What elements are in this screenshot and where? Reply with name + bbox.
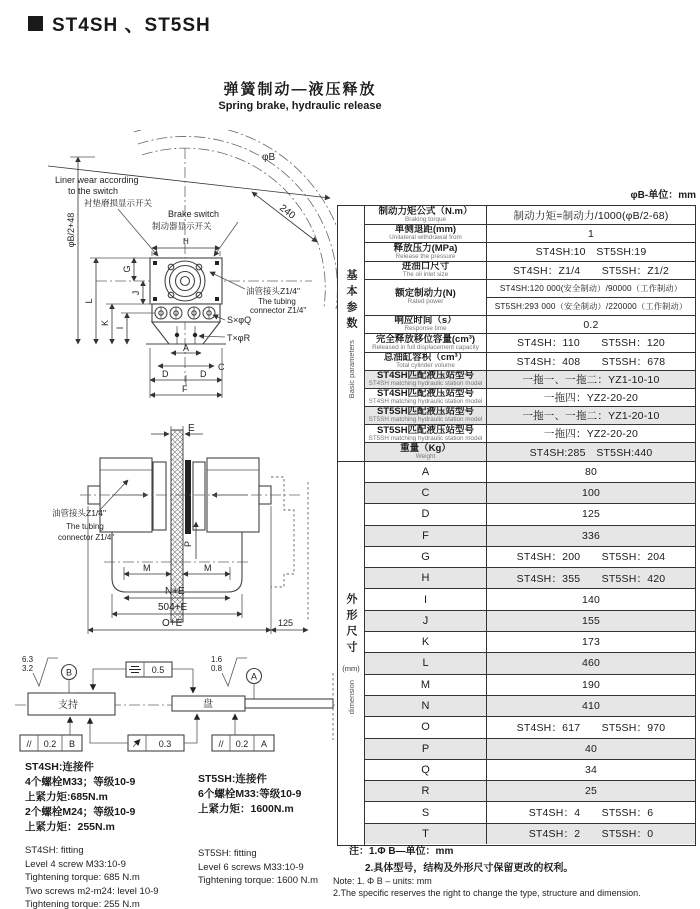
param-label-cell (365, 225, 487, 242)
support-label: 支持 (58, 700, 78, 711)
note-cn-2: 2.具体型号，结构及外形尺寸保留更改的权利。 (365, 863, 574, 874)
dim-letter: G (365, 547, 487, 567)
disc-label: 盘 (203, 699, 213, 710)
dim-value: ST4SH：4 ST5SH：6 (528, 807, 654, 820)
list-line: 上紧力矩：255N.m (25, 821, 115, 833)
parallelism-right-value: 0.2 (235, 739, 249, 749)
roughness-a1: 1.6 (211, 655, 223, 664)
fitting-st5sh (198, 772, 358, 888)
dim-E-label: E (188, 423, 195, 434)
table-row (365, 525, 695, 546)
tr-leader (199, 336, 225, 337)
param-value: 一拖四：YZ2-20-20 (543, 391, 639, 404)
dim-value: ST4SH：617 ST5SH：970 (516, 721, 666, 734)
table-row (365, 716, 695, 737)
table-row (365, 333, 695, 351)
dim-K-label: K (100, 319, 110, 327)
table-row (365, 546, 695, 567)
param-value: ST5SH:293 000（安全制动）/220000（工作制动） (487, 297, 695, 315)
dim-value: 125 (581, 508, 601, 521)
dim-I-label: I (115, 326, 125, 330)
dim-letter: R (365, 781, 487, 801)
table-row (365, 801, 695, 822)
tubing-label-en2: connector Z1/4" (250, 306, 307, 315)
liner-wear-label-en2: to the switch (68, 186, 119, 196)
table-row (365, 461, 695, 482)
param-label-en: ST4SH matching hydraulic station model (368, 398, 483, 406)
dim-value: 140 (581, 593, 601, 606)
table-row (365, 738, 695, 759)
param-label-cell (365, 243, 487, 260)
brake-switch-leader (214, 222, 238, 256)
symmetry-leader-left (93, 669, 126, 690)
parallelism-left-ref: B (68, 739, 76, 749)
param-value: ST4SH：408 ST5SH：678 (516, 355, 666, 368)
param-label-cell (365, 425, 487, 442)
tubing-label-en1: The tubing (66, 522, 104, 531)
param-label-cn: 额定制动力(N) (395, 288, 456, 300)
datum-a-label: A (250, 671, 258, 682)
dim-letter: J (365, 611, 487, 631)
table-row (365, 424, 695, 442)
dim-C-label: C (218, 362, 225, 372)
fitting-st4sh-title-en: ST4SH: fitting (25, 845, 84, 856)
list-line: Two screws m2-m24: level 10-9 (25, 885, 159, 897)
param-label-en: Total cylinder volume (396, 361, 455, 369)
param-label-en: Weight (415, 452, 436, 460)
dim-240-label: 240 (277, 202, 298, 222)
fitting-st5sh-title-cn: ST5SH:连接件 (198, 773, 267, 785)
side-view-drawing (0, 422, 340, 655)
dim-value: ST4SH：2 ST5SH：0 (528, 828, 654, 841)
param-value-cell (487, 280, 695, 315)
brake-switch-label-en: Brake switch (168, 209, 220, 219)
unit-note: φB-单位：mm (630, 190, 696, 201)
dim-P-label: P (183, 540, 193, 548)
fitting-st4sh-lines-cn (25, 775, 200, 835)
fitting-st5sh-title-en: ST5SH: fitting (198, 848, 257, 859)
param-label-cn: ST5SH匹配液压站型号 (376, 425, 475, 436)
table-row (365, 388, 695, 406)
hub-ring (165, 261, 205, 301)
fitting-st5sh-lines-en (198, 861, 358, 888)
dim-value: 100 (581, 487, 601, 500)
parallelism-left-value: 0.2 (43, 739, 57, 749)
list-line: 上紧力矩：1600N.m (198, 803, 294, 815)
list-line: Tightening torque: 1600 N.m (198, 875, 319, 886)
param-label-en: Response time (404, 325, 447, 333)
dim-letter: K (365, 632, 487, 652)
runout-value: 0.3 (158, 739, 172, 749)
dim-letter: D (365, 504, 487, 524)
table-row (365, 631, 695, 652)
dim-letter: I (365, 589, 487, 609)
param-label-cn: 总油缸容积（cm³） (383, 352, 468, 363)
param-label-cell (365, 353, 487, 370)
tubing-label-cn: 油管接头Z1/4" (246, 286, 301, 296)
phiB-label: φB (262, 152, 276, 163)
dim-J-label: J (131, 290, 141, 296)
param-label-en: Unilateral withdrawal from (389, 234, 462, 242)
runout-leader-right (184, 714, 197, 743)
param-label-cell (365, 407, 487, 424)
param-label-cell (365, 280, 487, 315)
roughness-icon (33, 658, 58, 686)
dim-value: 34 (584, 763, 598, 776)
dim-OE-label: O+E (162, 618, 183, 629)
param-label-en: Rated power (407, 298, 444, 306)
list-line: Level 4 screw M33:10-9 (25, 858, 126, 870)
front-view-drawing (0, 130, 340, 422)
param-label-cell (365, 262, 487, 279)
table-row (365, 482, 695, 503)
list-line: 2个螺栓M24；等级10-9 (25, 806, 136, 818)
dim-H-label: H (183, 237, 189, 246)
param-label-cn: 重量（Kg） (400, 443, 451, 454)
fitting-st4sh-lines-en (25, 858, 200, 909)
dim-G-label: G (122, 265, 132, 273)
param-value: 一拖一、一拖二：YZ1-20-10 (522, 410, 660, 423)
table-row (365, 261, 695, 279)
roughness-b1: 6.3 (22, 655, 34, 664)
left-disc-plate (153, 462, 166, 530)
dim-M1-label: M (143, 563, 151, 573)
param-label-en: Braking torque (405, 215, 446, 223)
dim-value: 173 (581, 636, 601, 649)
basic-params-label-cn: 基本参数 (345, 268, 357, 333)
param-label-cn: 响应时间（s） (394, 316, 457, 327)
table-row (365, 242, 695, 260)
table-row (365, 652, 695, 673)
param-value: 1 (587, 227, 595, 240)
dim-NE-label: N+E (165, 586, 185, 597)
dim-value: 155 (581, 614, 601, 627)
table-row (365, 588, 695, 609)
shaft (245, 699, 333, 708)
table-row (365, 315, 695, 333)
sq-label: S×φQ (227, 315, 252, 325)
bullet-square-icon (28, 16, 43, 31)
parallelism-right-ref: A (260, 739, 268, 749)
fitting-st4sh (25, 760, 200, 909)
param-value: 0.2 (583, 318, 599, 331)
table-row (365, 823, 695, 844)
roughness-b2: 3.2 (22, 664, 34, 673)
dim-letter: P (365, 739, 487, 759)
dim-letter: F (365, 526, 487, 546)
table-row (365, 279, 695, 315)
table-row (365, 610, 695, 631)
param-value: 制动力矩=制动力/1000(φB/2-68) (513, 209, 669, 222)
section-title-en: Spring brake, hydraulic release (218, 100, 382, 112)
dim-phiB2-label: φB/2+48 (66, 212, 76, 248)
basic-params-label-en: Basic parameters (346, 339, 356, 399)
dim-letter: S (365, 802, 487, 822)
param-label-cn: 进油口尺寸 (401, 261, 450, 272)
table-row (365, 352, 695, 370)
table-row (365, 759, 695, 780)
dim-value: 190 (581, 678, 601, 691)
fitting-st5sh-lines-cn (198, 787, 358, 817)
dimension-label-cn: 外形尺寸 (345, 592, 357, 657)
dim-L-label: L (84, 298, 94, 304)
dim-letter: N (365, 696, 487, 716)
runout-leader-left (90, 718, 128, 743)
notes-block (333, 842, 697, 898)
alignment-diagram (0, 645, 340, 770)
symmetry-value: 0.5 (151, 665, 165, 675)
dim-letter: Q (365, 760, 487, 780)
st5sh-outline (271, 477, 294, 587)
dim-letter: O (365, 717, 487, 737)
tubing-label-en1: The tubing (258, 297, 296, 306)
dim-125-label: 125 (278, 618, 294, 628)
list-line: Level 6 screws M33:10-9 (198, 861, 304, 873)
dim-D2-label: D (200, 369, 207, 379)
dim-value: ST4SH：200 ST5SH：204 (516, 551, 666, 564)
section-title (150, 78, 450, 112)
dim-A-label: A (183, 343, 190, 353)
symmetry-leader-right (172, 669, 193, 693)
brake-disc (185, 460, 191, 534)
dim-letter: C (365, 483, 487, 503)
param-label-cn: 完全释放移位容量(cm³) (375, 334, 476, 345)
brake-switch-label-cn: 制动器显示开关 (152, 221, 212, 231)
table-row (365, 406, 695, 424)
liner-wear-label-en1: Liner wear according (55, 175, 139, 185)
roughness-icon (222, 658, 247, 686)
section-title-cn: 弹簧制动—液压释放 (223, 81, 377, 98)
base-hole (193, 333, 197, 337)
corner-bolt (153, 297, 157, 301)
dim-value: 25 (584, 785, 598, 798)
param-value: 一拖四：YZ2-20-20 (543, 428, 639, 441)
tr-label: T×φR (227, 333, 251, 343)
dim-value: 460 (581, 657, 601, 670)
table-row (365, 224, 695, 242)
base-hole (175, 333, 179, 337)
param-label-en: ST5SH matching hydraulic station model (368, 434, 483, 442)
param-label-cell (365, 371, 487, 388)
dim-504E-label: 504+E (158, 602, 188, 613)
param-label-cn: 单侧退距(mm) (394, 225, 457, 236)
spec-rows (365, 206, 695, 845)
dim-value: ST4SH：355 ST5SH：420 (516, 572, 666, 585)
dim-letter: L (365, 653, 487, 673)
param-label-cn: 制动力矩公式（N.m） (378, 206, 473, 217)
dim-letter: A (365, 462, 487, 482)
parallelism-right-symbol: // (218, 739, 224, 749)
param-label-cell (365, 389, 487, 406)
param-label-cn: ST4SH匹配液压站型号 (376, 388, 475, 400)
dim-letter: M (365, 675, 487, 695)
list-line: 4个螺栓M33；等级10-9 (25, 776, 136, 788)
parallelism-left-symbol: // (26, 739, 32, 749)
dim-value: 410 (581, 700, 601, 713)
dim-value: 336 (581, 529, 601, 542)
note-en-1: Note: 1. Φ B – units: mm (333, 876, 432, 886)
group-basic-header (338, 206, 365, 461)
spec-table (337, 205, 696, 846)
param-value: 一拖一、一拖二：YZ1-10-10 (522, 373, 660, 386)
list-line: 6个螺栓M33:等级10-9 (198, 788, 302, 800)
dimension-label-en: dimension (346, 679, 356, 715)
table-row (365, 695, 695, 716)
param-value: ST4SH:10 ST5SH:19 (535, 246, 647, 259)
table-row (365, 442, 695, 460)
datum-b-label: B (65, 667, 73, 678)
table-row (365, 503, 695, 524)
liner-wear-leader (118, 209, 158, 256)
dim-value: 40 (584, 742, 598, 755)
param-label-cell (365, 334, 487, 351)
param-value: ST4SH:285 ST5SH:440 (529, 446, 653, 459)
param-label-cn: ST4SH匹配液压站型号 (376, 370, 475, 381)
table-row (365, 674, 695, 695)
tubing-label-cn: 油管接头Z1/4" (52, 508, 107, 518)
param-label-cell (365, 443, 487, 460)
param-label-en: Released in full displacement capacity (372, 343, 479, 351)
roughness-a2: 0.8 (211, 664, 223, 673)
table-row (365, 780, 695, 801)
model-title: ST4SH 、ST5SH (52, 15, 211, 36)
param-label-en: Release the pressure (395, 252, 456, 260)
corner-bolt (215, 261, 219, 265)
table-row (365, 206, 695, 224)
table-row (365, 567, 695, 588)
list-line: Tightening torque: 255 N.m (25, 899, 140, 909)
liner-wear-label-cn: 衬垫磨损显示开关 (84, 198, 153, 208)
param-label-cn: 释放压力(MPa) (393, 243, 458, 254)
dim-letter: H (365, 568, 487, 588)
dim-F-label: F (182, 384, 188, 394)
base-trapezoid (152, 322, 220, 344)
param-label-en: The oil inlet size (402, 270, 449, 278)
dim-letter: T (365, 824, 487, 844)
list-line: Tightening torque: 685 N.m (25, 872, 140, 883)
param-label-cell (365, 206, 487, 224)
fitting-st4sh-title-cn: ST4SH:连接件 (25, 761, 94, 773)
note-cn-1: 注：1.Φ B—单位：mm (349, 846, 454, 857)
right-disc-plate (193, 462, 205, 530)
dim-M2-label: M (204, 563, 212, 573)
list-line: 上紧力矩:685N.m (25, 791, 108, 803)
param-value: ST4SH：Z1/4 ST5SH：Z1/2 (512, 264, 670, 277)
dim-D1-label: D (162, 369, 169, 379)
dimension-label-unit: (mm) (342, 663, 360, 673)
param-label-en: ST4SH matching hydraulic station model (368, 379, 483, 387)
page-header (28, 10, 211, 37)
param-label-en: ST5SH matching hydraulic station model (368, 416, 483, 424)
table-row (365, 370, 695, 388)
param-value: ST4SH:120 000(安全制动）/90000（工作制动） (499, 283, 683, 293)
dim-value: 80 (584, 465, 598, 478)
corner-bolt (153, 261, 157, 265)
param-label-cell (365, 316, 487, 333)
corner-bolt (215, 297, 219, 301)
param-value: ST4SH：110 ST5SH：120 (517, 337, 665, 350)
param-label-cn: ST5SH匹配液压站型号 (376, 407, 475, 418)
note-en-2: 2.The specific reserves the right to change the type, structure and dimension. (333, 888, 641, 898)
tubing-label-en2: connector Z1/4" (58, 533, 115, 542)
